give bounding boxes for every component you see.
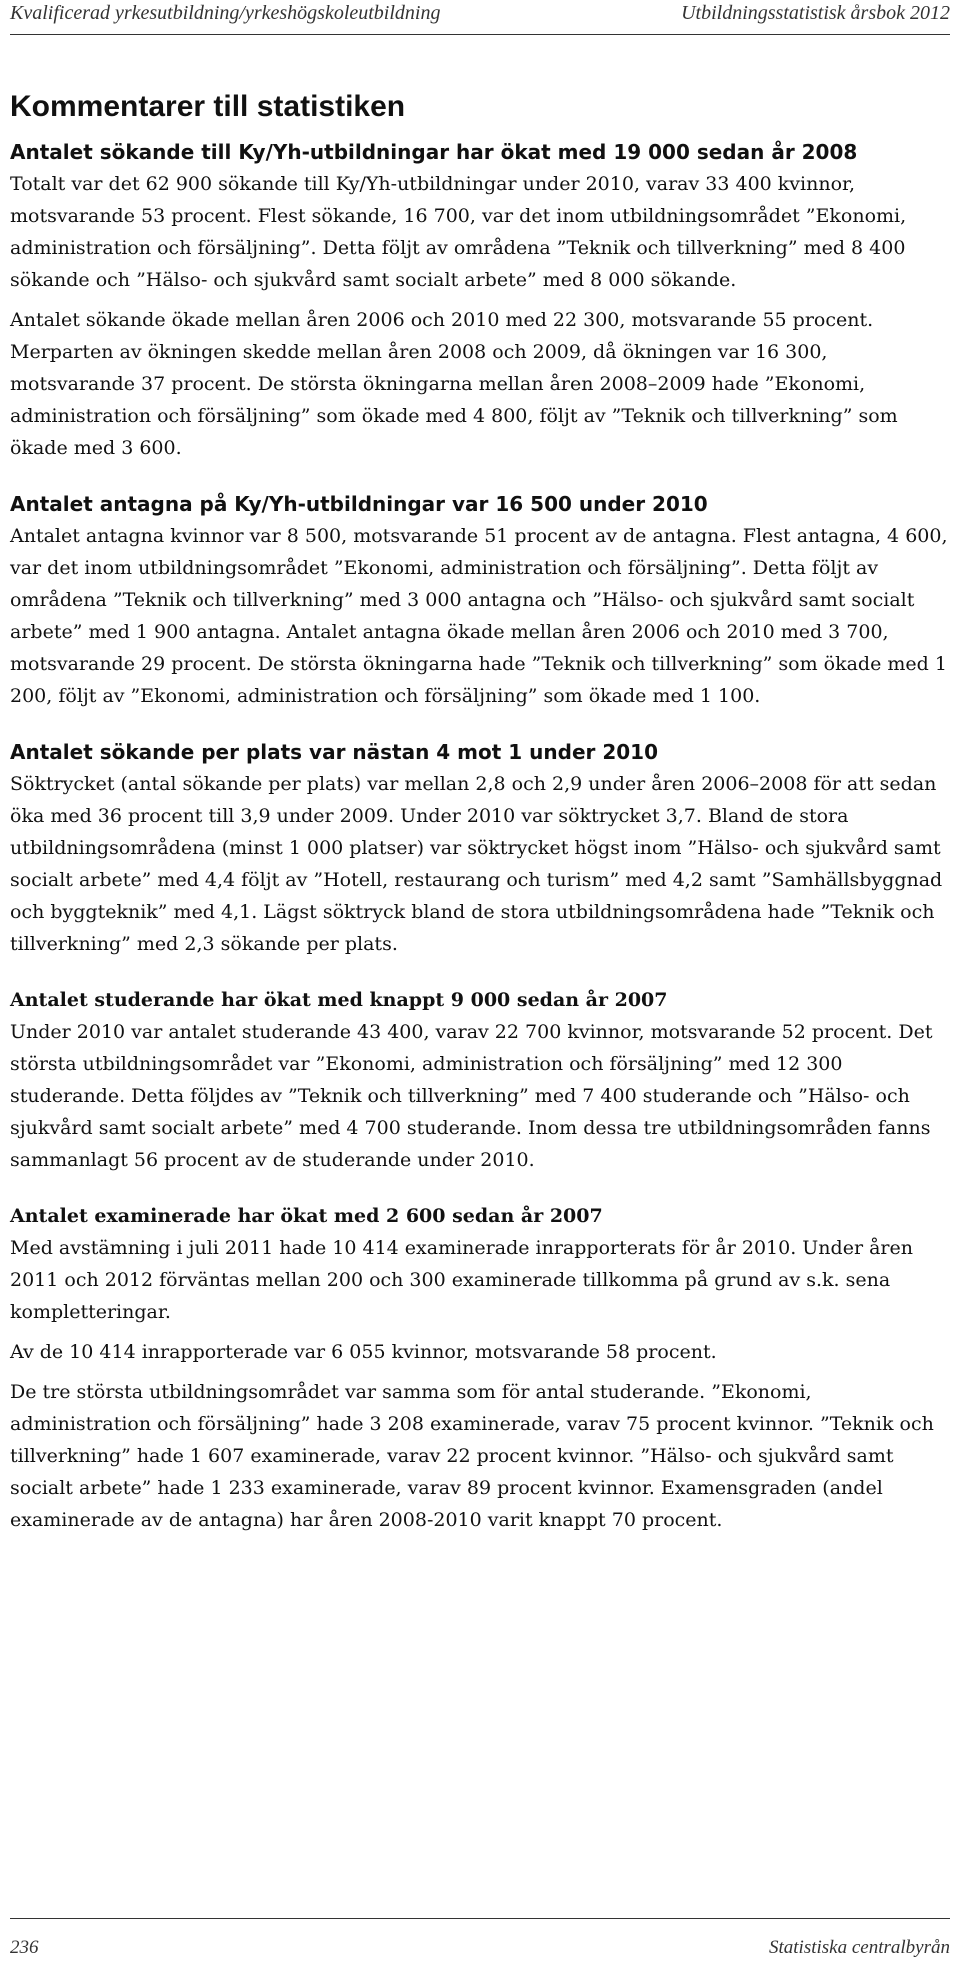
footer-publisher: Statistiska centralbyrån: [768, 1937, 950, 1958]
section-graduates: [10, 1200, 950, 1536]
header-yearbook-title: Utbildningsstatistisk årsbok 2012: [681, 2, 950, 24]
page-title: Kommentarer till statistiken: [10, 90, 406, 123]
section-heading: Antalet antagna på Ky/Yh-utbildningar var 16 500 under 2010: [10, 492, 708, 516]
paragraph: Totalt var det 62 900 sökande till Ky/Yh-utbildningar under 2010, varav 33 400 kvinnor, motsvarande 53 procent. Flest sökande, 16 700, var det inom utbildningsområdet ”Ekonomi, administration och försäljning”. Detta följt av områdena ”Teknik och tillverkning” med 8 400 sökande och ”Hälso- och sjukvård samt socialt arbete” med 8 000 sökande.: [10, 173, 907, 291]
section-students: [10, 984, 950, 1176]
header-publication-title: Kvalificerad yrkesutbildning/yrkeshögskoleutbildning: [10, 2, 441, 24]
paragraph: Söktrycket (antal sökande per plats) var mellan 2,8 och 2,9 under åren 2006–2008 för att sedan öka med 36 procent till 3,9 under 2009. Under 2010 var söktrycket 3,7. Bland de stora utbildningsområdena (minst 1 000 platser) var söktrycket högst inom ”Hälso- och sjukvård samt socialt arbete” med 4,4 följt av ”Hotell, restaurang och turism” med 4,2 samt ”Samhällsbyggnad och byggteknik” med 4,1. Lägst söktryck bland de stora utbildningsområdena hade ”Teknik och tillverkning” med 2,3 sökande per plats.: [10, 773, 943, 955]
paragraph: Antalet antagna kvinnor var 8 500, motsvarande 51 procent av de antagna. Flest antagna, 4 600, var det inom utbildningsområdet ”Ekonomi, administration och försäljning”. Detta följt av områdena ”Teknik och tillverkning” med 3 000 antagna och ”Hälso- och sjukvård samt socialt arbete” med 1 900 antagna. Antalet antagna ökade mellan åren 2006 och 2010 med 3 700, motsvarande 29 procent. De största ökningarna hade ”Teknik och tillverkning” som ökade med 1 200, följt av ”Ekonomi, administration och försäljning” som ökade med 1 100.: [10, 525, 948, 707]
section-admitted: [10, 488, 950, 712]
page-number: 236: [10, 1937, 39, 1958]
paragraph: Under 2010 var antalet studerande 43 400, varav 22 700 kvinnor, motsvarande 52 procent. Det största utbildningsområdet var ”Ekonomi, administration och försäljning” med 12 300 studerande. Detta följdes av ”Teknik och tillverkning” med 7 400 studerande och ”Hälso- och sjukvård samt socialt arbete” med 4 700 studerande. Inom dessa tre utbildningsområden fanns sammanlagt 56 procent av de studerande under 2010.: [10, 1021, 933, 1171]
page-header: [10, 0, 950, 35]
section-applicants-per-place: [10, 736, 950, 960]
paragraph: De tre största utbildningsområdet var samma som för antal studerande. ”Ekonomi, administration och försäljning” hade 3 208 examinerade, varav 75 procent kvinnor. ”Teknik och tillverkning” hade 1 607 examinerade, varav 22 procent kvinnor. ”Hälso- och sjukvård samt socialt arbete” hade 1 233 examinerade, varav 89 procent kvinnor. Examensgraden (andel examinerade av de antagna) har åren 2008-2010 varit knappt 70 procent.: [10, 1381, 934, 1531]
paragraph: Med avstämning i juli 2011 hade 10 414 examinerade inrapporterats för år 2010. Under åren 2011 och 2012 förväntas mellan 200 och 300 examinerade tillkomma på grund av s.k. sena kompletteringar.: [10, 1237, 913, 1323]
page-footer: [10, 1918, 950, 1958]
section-heading: Antalet studerande har ökat med knappt 9 000 sedan år 2007: [10, 989, 668, 1011]
section-applicants: [10, 136, 950, 464]
page-content: [10, 90, 950, 1560]
section-heading: Antalet examinerade har ökat med 2 600 sedan år 2007: [10, 1205, 603, 1227]
section-heading: Antalet sökande per plats var nästan 4 mot 1 under 2010: [10, 740, 659, 764]
paragraph: Av de 10 414 inrapporterade var 6 055 kvinnor, motsvarande 58 procent.: [10, 1341, 717, 1363]
section-heading: Antalet sökande till Ky/Yh-utbildningar har ökat med 19 000 sedan år 2008: [10, 140, 858, 164]
paragraph: Antalet sökande ökade mellan åren 2006 och 2010 med 22 300, motsvarande 55 procent. Merparten av ökningen skedde mellan åren 2008 och 2009, då ökningen var 16 300, motsvarande 37 procent. De största ökningarna mellan åren 2008–2009 hade ”Ekonomi, administration och försäljning” som ökade med 4 800, följt av ”Teknik och tillverkning” som ökade med 3 600.: [10, 309, 898, 459]
